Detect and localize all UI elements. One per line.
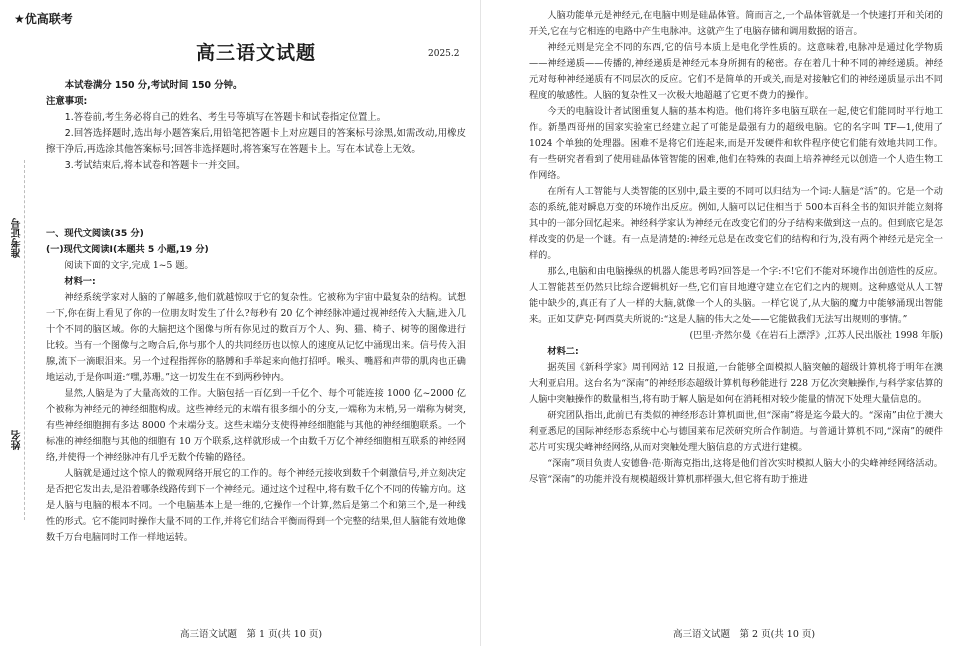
paragraph: “深南”项目负责人安德鲁·范·斯海克指出,这将是他们首次实时模拟人脑大小的尖峰神经网络活动。尽管“深南”的功能并没有规模超级计算机那样强大,但它将有助于推进	[529, 458, 943, 485]
section-heading: 一、现代文阅读(35 分)	[46, 228, 144, 239]
paragraph: 人脑功能单元是神经元,在电脑中则是硅晶体管。简而言之,一个晶体管就是一个快速打开和关闭的开关,它在与它相连的电路中产生电脉冲。这就产生了电脑存储和调用数据的语言。	[529, 10, 943, 37]
material-one	[46, 258, 466, 546]
paragraph: 那么,电脑和由电脑操纵的机器人能思考吗?回答是一个字:不!它们不能对环境作出创造性的反应。人工智能甚至仍然只比综合逻辑机好一些,它们盲目地遵守建立在它们之内的规则。这种感觉从人工智能中缺少的,真正有了人一样的大脑,就像一个人的头脑。一样它说了,从大脑的魔力中能够涌现出智能来。正如艾萨克·阿西莫夫所说的:“这是人脑的伟大之处——它能做我们无法写出规则的事情。”	[529, 266, 943, 325]
notice-item: 3.考试结束后,将本试卷和答题卡一并交回。	[64, 160, 246, 171]
material-one-label: 材料一:	[64, 276, 96, 287]
paragraph: 人脑就是通过这个惊人的微观网络开展它的工作的。每个神经元接收到数千个刺激信号,并立刻决定是否把它发出去,是沿着哪条线路传到下一个神经元。通过这个过程中,将有数千亿个不同的传输方向。这是人脑与电脑的根本不同。一个电脑基本上是一维的,它操作一个计算,然后是第二个和第三个,是一种线性的形式。它不能同时操作大量不同的工作,并将它们结合平衡而得到一个完整的结果,但人脑能有效地像数千万台电脑同时工作一样地运转。	[46, 468, 466, 543]
subsection-heading: (一)现代文阅读Ⅰ(本题共 5 小题,19 分)	[46, 244, 209, 255]
exam-brand: ★优高联考	[14, 12, 73, 26]
notice-score-line: 本试卷满分 150 分,考试时间 150 分钟。	[64, 80, 243, 91]
paragraph: 据英国《新科学家》周刊网站 12 日报道,一台能够全面模拟人脑突触的超级计算机将于明年在澳大利亚启用。这台名为“深南”的神经形态超级计算机每秒能进行 228 万亿次突触操作,与科学家估算的人脑中突触操作的数量相当,将有助于解人脑是如何在消耗相对较少能量的情况下处理大量信息的。	[529, 362, 943, 405]
section-header	[46, 226, 466, 258]
paragraph: 在所有人工智能与人类智能的区别中,最主要的不同可以归结为一个词:人脑是“活”的。它是一个动态的系统,能对瞬息万变的环境作出反应。例如,人脑可以记住相当于 500本百科全书的知识并能立刻将其中的一部分回忆起来。神经科学家认为神经元在改变它们的分子结构来做到这一点的。但到底它是怎样改变的仍是一个谜。有一点是清楚的:神经元总是在改变它们的结构和行为,没有两个神经元是完全一样的。	[529, 186, 943, 261]
binding-line	[24, 160, 25, 520]
exam-title: 高三语文试题	[196, 42, 317, 64]
source-citation: (巴里·齐然尔曼《在岩石上漂浮》,江苏人民出版社 1998 年版)	[689, 330, 943, 341]
notice-item: 1.答卷前,考生务必将自己的姓名、考生号等填写在答题卡和试卷指定位置上。	[64, 112, 387, 123]
right-body	[529, 8, 943, 488]
paragraph: 神经元则是完全不同的东西,它的信号本质上是电化学性质的。这意味着,电脉冲是通过化学物质——神经递质——传播的,神经递质是神经元本身所拥有的秘密。存在着几十种不同的神经递质。神经元对每种神经递质有不同层次的反应。它们不是简单的开或关,而是对接触它们的神经递质显示出不同程度的敏感性。人脑的复杂性又一次极大地超越了它更不费力的操作。	[529, 42, 943, 101]
paragraph: 显然,人脑是为了大量高效的工作。大脑包括一百亿到一千亿个、每个可能连接 1000 亿~2000 亿个被称为神经元的神经细胞构成。这些神经元的末端有很多细小的分支,一端称为末梢,另一端称为树突,有些神经细胞拥有多达 8000 个末端分支。这些末端分支使得神经细胞能与其他的神经细胞联系。一个标准的神经细胞与其他的细胞有 10 万个联系,这样就形成一个由数千万亿个神经细胞相互联系的神经网络,并使得一个神经脉冲有几乎无数个传输的路径。	[46, 388, 466, 463]
paragraph: 神经系统学家对人脑的了解越多,他们就越惊叹于它的复杂性。它被称为宇宙中最复杂的结构。试想一下,你在街上看见了你的一位朋友时发生了什么?每秒有 20 亿个神经脉冲通过视神经传入大脑,进入几十个不同的脑区域。你的大脑把这个图像与所有你见过的数百万个人、狗、猫、椅子、树等的图像进行比较。当有一个图像与之吻合后,你与那个人的共同经历也以惊人的速度从记忆中涌现出来。信号传入泪腺,流下一滴眼泪来。另一个过程指挥你的胳膊和手举起来向他打招呼。喉头、嘴唇和声带的肌肉也正确地运动,于是你叫道:“嘿,苏珊。”这一切发生在不到两秒钟内。	[46, 292, 466, 383]
paragraph: 研究团队指出,此前已有类似的神经形态计算机面世,但“深南”将是迄今最大的。“深南”由位于澳大利亚悉尼的国际神经形态系统中心与德国莱布尼茨研究所合作制造。与普通计算机不同,“深南”的硬件芯片可实现尖峰神经网络,从而对突触处理大脑信息的方式进行建模。	[529, 410, 943, 453]
page-footer: 高三语文试题 第 2 页(共 10 页)	[673, 629, 816, 640]
name-label: 姓名	[12, 430, 23, 450]
exam-date: 2025.2	[428, 49, 460, 59]
reading-instruction: 阅读下面的文字,完成 1~5 题。	[64, 260, 194, 271]
notice-item: 2.回答选择题时,选出每小题答案后,用铅笔把答题卡上对应题目的答案标号涂黑,如需改动,用橡皮擦干净后,再选涂其他答案标号;回答非选择题时,将答案写在答题卡上。写在本试卷上无效。	[46, 128, 466, 155]
ticket-number-label: 准考证号	[12, 218, 23, 258]
right-page	[481, 0, 962, 646]
paragraph: 今天的电脑设计者试图重复人脑的基本构造。他们将许多电脑互联在一起,使它们能同时平行地工作。新墨西哥州的国家实验室已经建立起了可能是最强有力的超级电脑。它的名字叫 TF—1,使用了 1024 个单独的处理器。困难不是将它们连起来,而是开发硬件和软件程序使它们能有效地共同工作。有一些研究者看到了使用硅晶体管智能的困难,他们在特殊的表面上培养神经元以创造一个人造生物工作网络。	[529, 106, 943, 181]
page-footer: 高三语文试题 第 1 页(共 10 页)	[180, 629, 323, 640]
material-two-label: 材料二:	[547, 346, 579, 357]
notice-heading: 注意事项:	[46, 96, 88, 107]
exam-notice	[46, 78, 466, 174]
